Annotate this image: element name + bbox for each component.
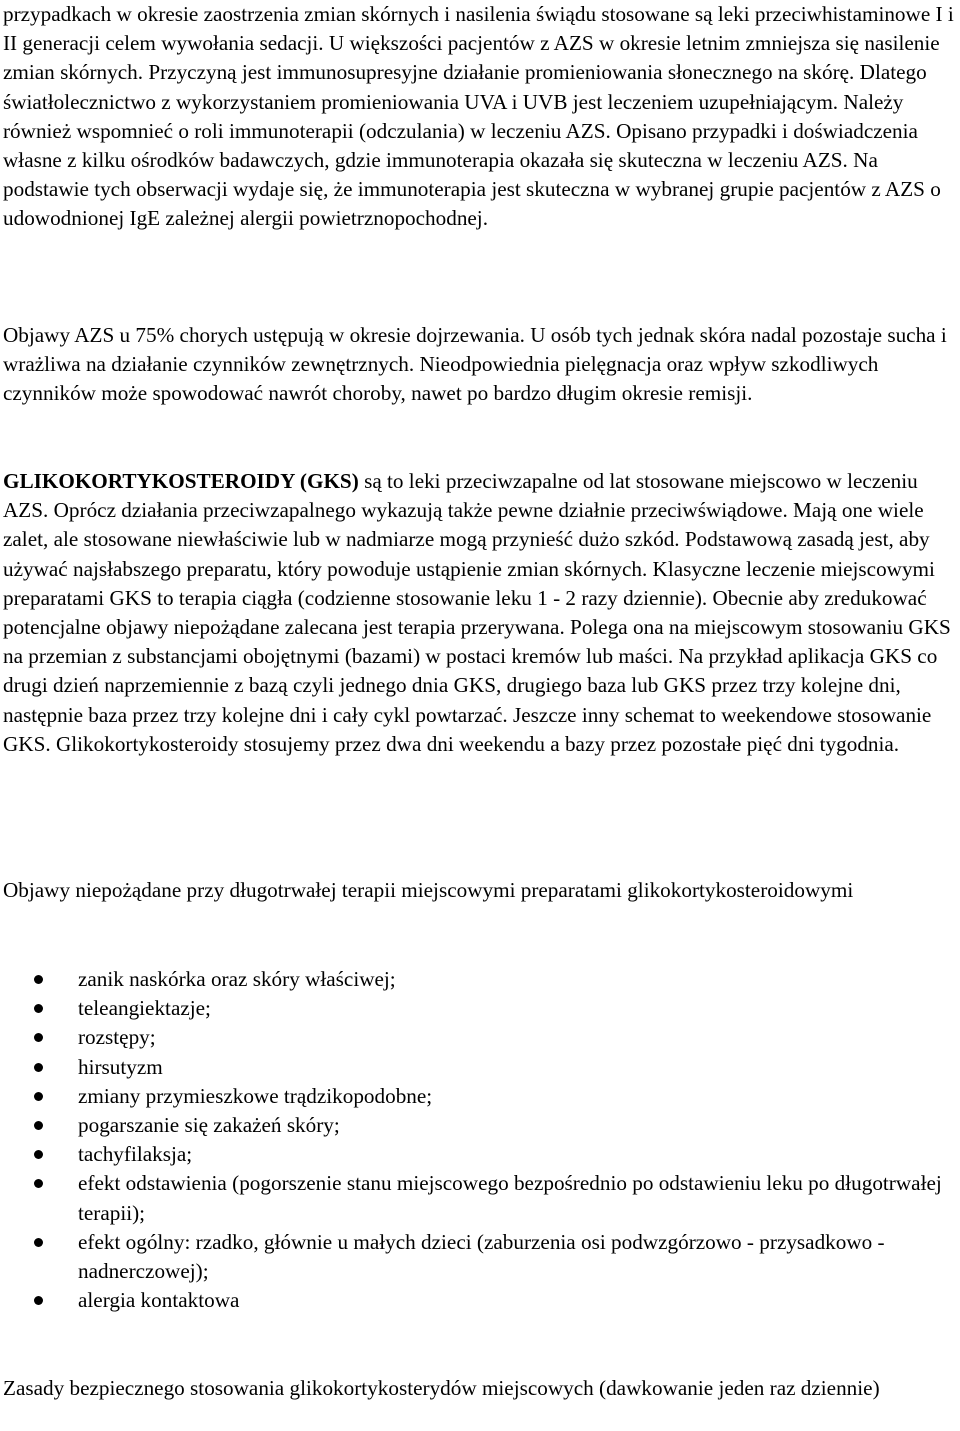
list-item-text: hirsutyzm (78, 1054, 163, 1079)
list-item-text: efekt ogólny: rzadko, głównie u małych dzieci (zaburzenia osi podwzgórzowo - przysadkowo - nadnerczowej); (78, 1229, 885, 1284)
bullet-icon (34, 1092, 43, 1101)
paragraph-immunotherapy: przypadkach w okresie zaostrzenia zmian skórnych i nasilenia świądu stosowane są leki przeciwhistaminowe I i II generacji celem wywołania sedacji. U większości pacjentów z AZS w okresie letnim zmniejsza się nasilenie zmian skórnych. Przyczyną jest immunosupresyjne działanie promieniowania słonecznego na skórę. Dlatego światłolecznictwo z wykorzystaniem promieniowania UVA i UVB jest leczeniem uzupełniającym. Należy również wspomnieć o roli immunoterapii (odczulania) w leczeniu AZS. Opisano przypadki i doświadczenia własne z kilku ośrodków badawczych, gdzie immunoterapia okazała się skuteczna w leczeniu AZS. Na podstawie tych obserwacji wydaje się, że immunoterapia jest skuteczna w wybranej grupie pacjentów z AZS o udowodnionej IgE zależnej alergii powietrznopochodnej. (3, 2, 954, 231)
list-item-text: pogarszanie się zakażeń skóry; (78, 1113, 340, 1138)
list-item (0, 994, 960, 1023)
paragraph-remission: Objawy AZS u 75% chorych ustępują w okresie dojrzewania. U osób tych jednak skóra nadal pozostaje sucha i wrażliwa na działanie czynników zewnętrznych. Nieodpowiednia pielęgnacja oraz wpływ szkodliwych czynników może spowodować nawrót choroby, nawet po bardzo długim okresie remisji. (3, 323, 947, 406)
bullet-icon (34, 975, 43, 984)
list-item-text: efekt odstawienia (pogorszenie stanu miejscowego bezpośrednio po odstawieniu leku po długotrwałej terapii); (78, 1171, 942, 1225)
bullet-icon (34, 1033, 43, 1042)
paragraph-glucocorticoids (3, 467, 959, 759)
bullet-icon (34, 1296, 43, 1305)
side-effects-list-container (0, 965, 960, 1315)
list-item (0, 1169, 960, 1227)
list-item (0, 1082, 960, 1111)
list-item-text: zanik naskórka oraz skóry właściwej; (78, 967, 396, 991)
paragraph-safe-use-rules: Zasady bezpiecznego stosowania glikokortykosterydów miejscowych (dawkowanie jeden raz dziennie) (3, 1376, 880, 1400)
bullet-icon (34, 1004, 43, 1013)
list-item (0, 1023, 960, 1052)
list-item (0, 1286, 960, 1315)
bullet-icon (34, 1063, 43, 1072)
side-effects-heading: Objawy niepożądane przy długotrwałej terapii miejscowymi preparatami glikokortykosteroidowymi (3, 878, 854, 902)
list-item-text: alergia kontaktowa (78, 1288, 240, 1313)
bullet-icon (34, 1150, 43, 1159)
list-item-text: tachyfilaksja; (78, 1142, 193, 1167)
list-item (0, 1053, 960, 1082)
list-item-text: rozstępy; (78, 1025, 156, 1050)
bullet-icon (34, 1238, 43, 1247)
side-effects-list (0, 965, 960, 1315)
list-item (0, 1111, 960, 1140)
list-item (0, 1228, 960, 1286)
bullet-icon (34, 1121, 43, 1130)
list-item-text: teleangiektazje; (78, 996, 211, 1021)
paragraph-glucocorticoids-text: są to leki przeciwzapalne od lat stosowane miejscowo w leczeniu AZS. Oprócz działania przeciwzapalnego wykazują także pewne działnie przeciwświądowe. Mają one wiele zalet, ale stosowane niewłaściwie lub w nadmiarze mogą przynieść dużo szkód. Podstawową zasadą jest, aby używać najsłabszego preparatu, który powoduje ustąpienie zmian skórnych. Klasyczne leczenie miejscowymi preparatami GKS to terapia ciągła (codzienne stosowanie leku 1 - 2 razy dziennie). Obecnie aby zredukować potencjalne objawy niepożądane zalecana jest terapia przerywana. Polega ona na miejscowym stosowaniu GKS na przemian z substancjami obojętnymi (bazami) w postaci kremów lub maści. Na przykład aplikacja GKS co drugi dzień naprzemiennie z bazą czyli jednego dnia GKS, drugiego baza lub GKS przez trzy kolejne dni, następnie baza przez trzy kolejne dni i cały cykl powtarzać. Jeszcze inny schemat to weekendowe stosowanie GKS. Glikokortykosteroidy stosujemy przez dwa dni weekendu a bazy przez pozostałe pięć dni tygodnia. (3, 469, 951, 756)
term-gks: GLIKOKORTYKOSTEROIDY (GKS) (3, 469, 359, 493)
list-item-text: zmiany przymieszkowe trądzikopodobne; (78, 1083, 433, 1108)
list-item (0, 965, 960, 994)
bullet-icon (34, 1179, 43, 1188)
list-item (0, 1140, 960, 1169)
